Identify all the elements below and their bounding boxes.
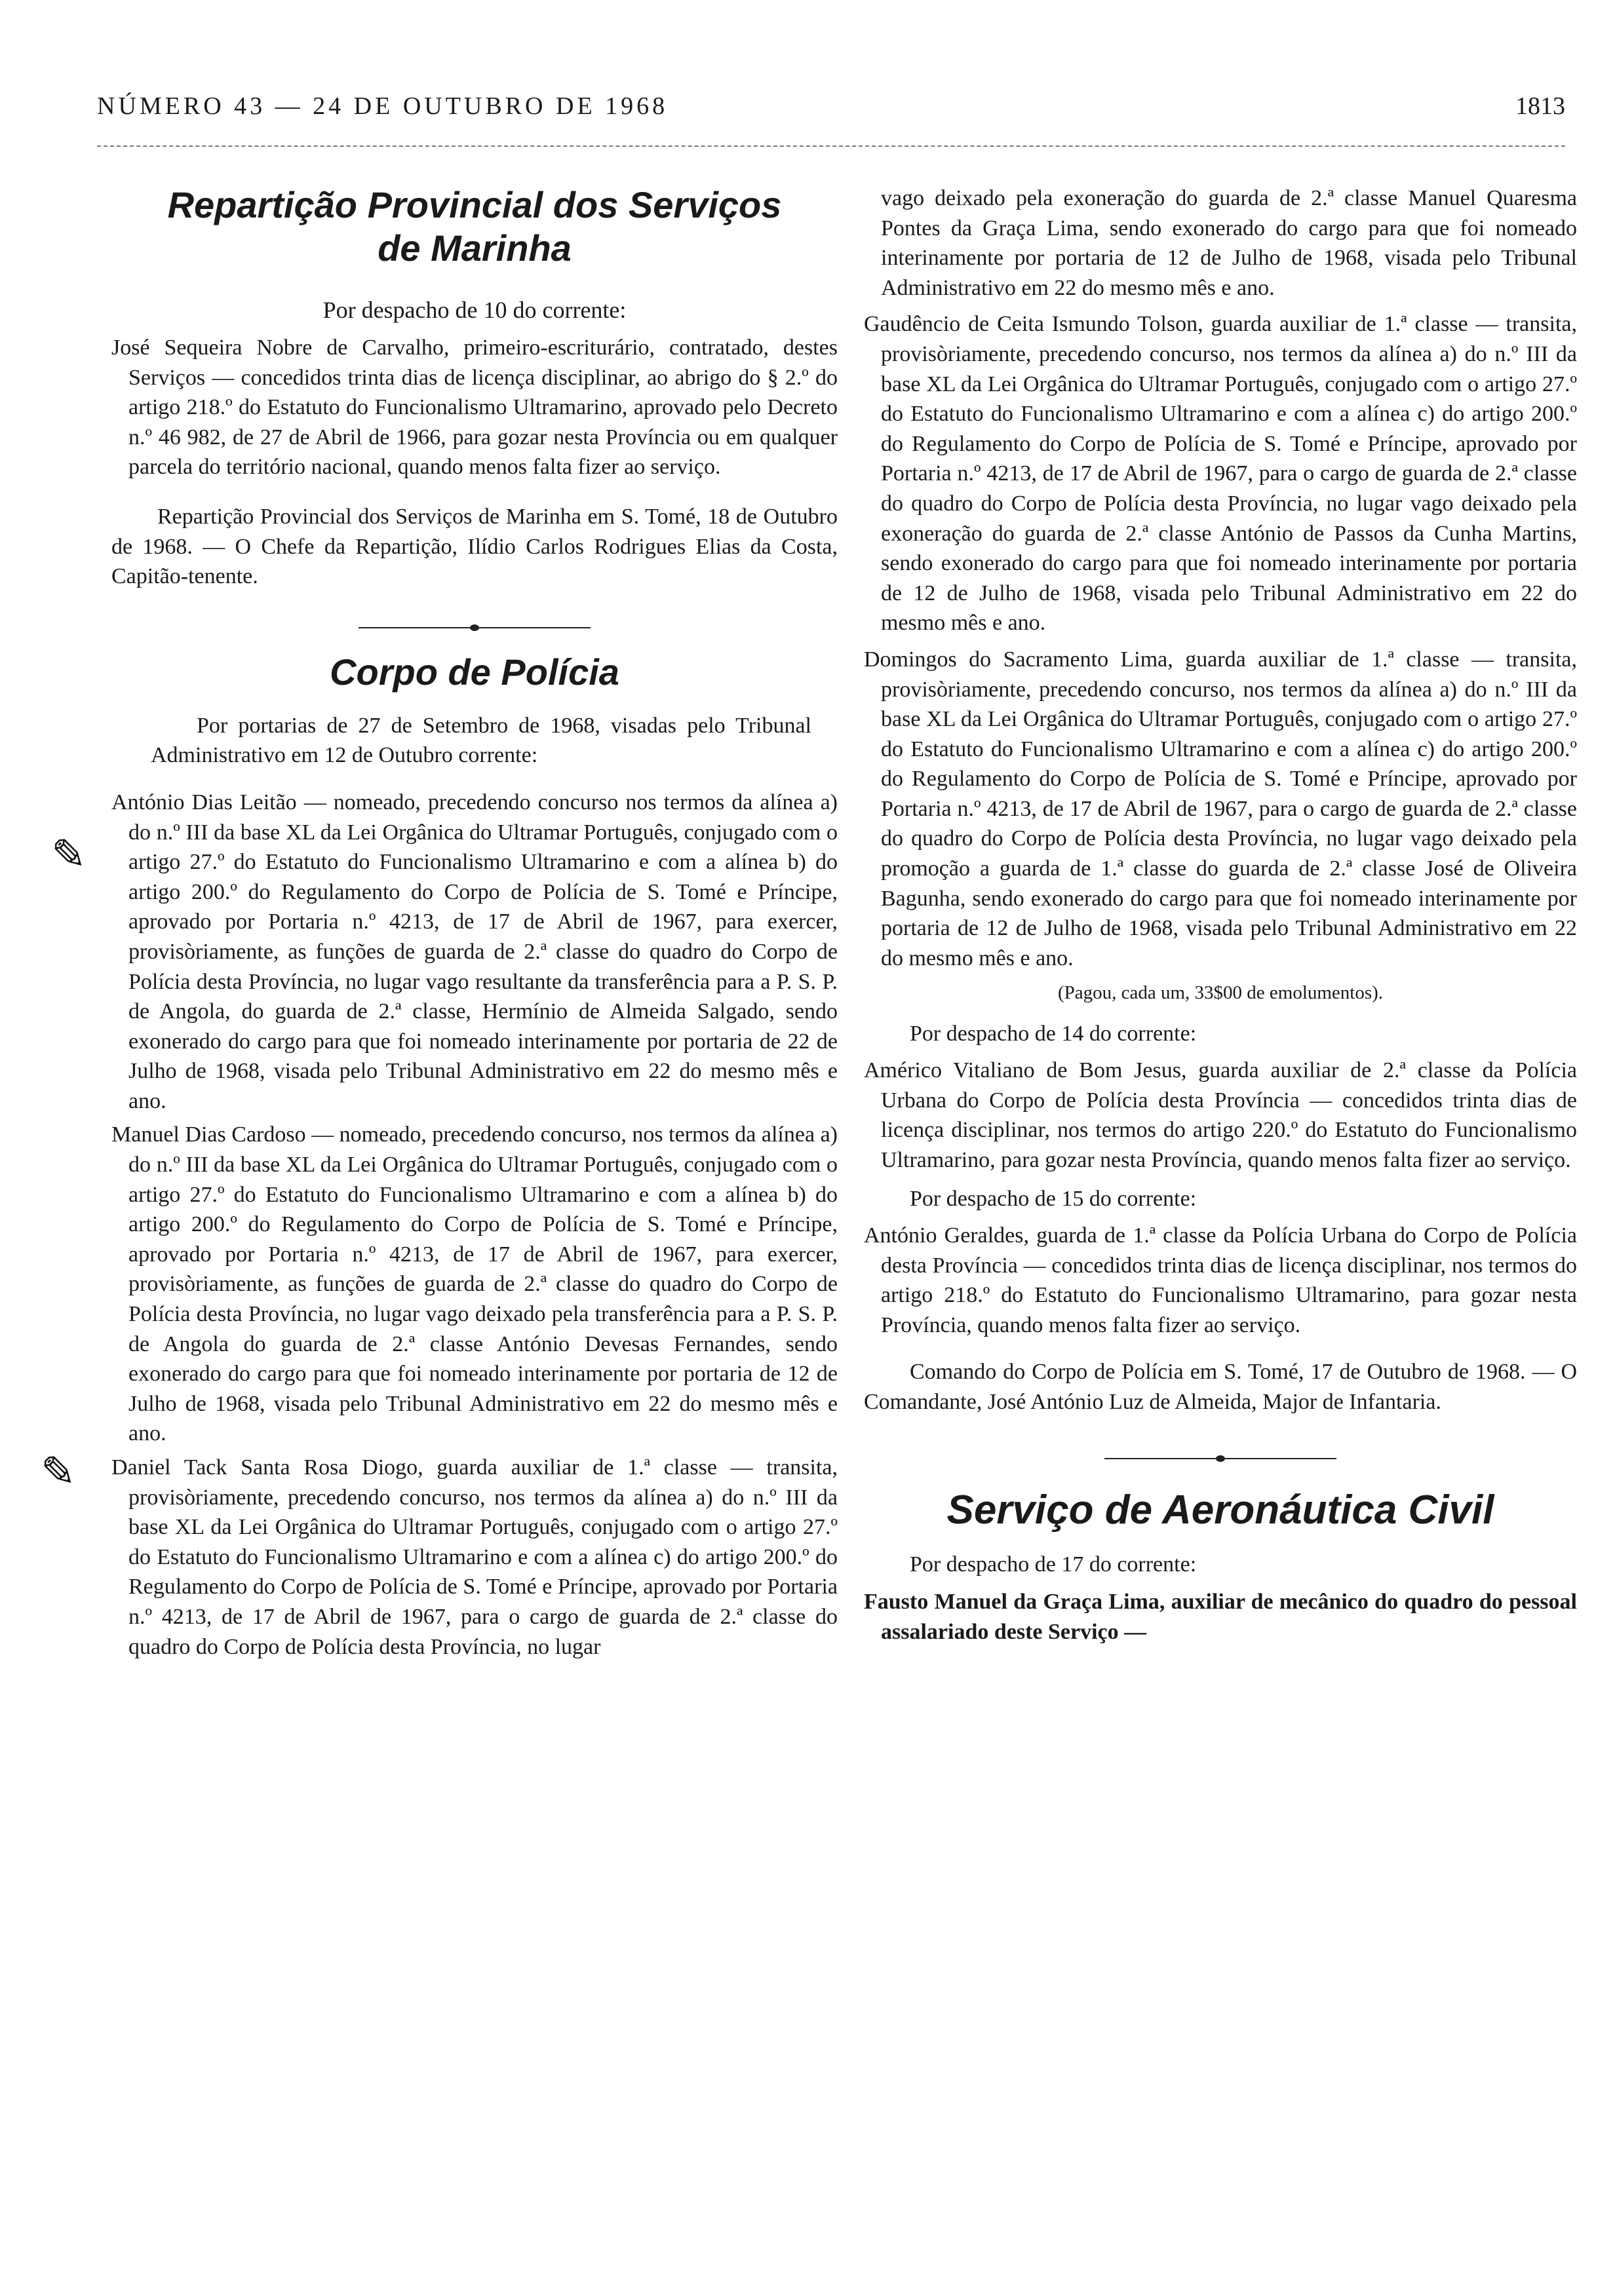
marinha-title-line2: de Marinha [378,227,572,269]
marinha-entry: José Sequeira Nobre de Carvalho, primeiro-escriturário, contratado, destes Serviços — concedidos trinta dias de licença disciplinar, ao abrigo do § 2.º do artigo 218.º do Estatuto do Funcionalismo Ultramarino, aprovado pelo Decreto n.º 46 982, de 27 de Abril de 1966, para gozar nesta Província ou em qualquer parcela do território nacional, quando menos falta fizer ao serviço. [111,335,838,480]
emolumentos-note: (Pagou, cada um, 33$00 de emolumentos). [1057,982,1384,1004]
aeronautica-despacho: Por despacho de 17 do corrente: [910,1552,1197,1577]
section-divider [111,624,838,631]
policia-entry: Domingos do Sacramento Lima, guarda auxiliar de 1.ª classe — transita, provisòriamente, precedendo concurso, nos termos da alínea a) do n.º III da base XL da Lei Orgânica do Ultramar Português, conjugado com o artigo 27.º do Estatuto do Funcionalismo Ultramarino e com a alínea c) do artigo 200.º do Regulamento do Corpo de Polícia de S. Tomé e Príncipe, aprovado por Portaria n.º 4213, de 17 de Abril de 1967, para o cargo de guarda de 2.ª classe do quadro do Corpo de Polícia desta Província, no lugar vago deixado pela promoção a guarda de 1.ª classe do guarda de 2.ª classe José de Oliveira Bagunha, sendo exonerado do cargo para que foi nomeado interinamente por portaria de 12 de Julho de 1968, visada pelo Tribunal Administrativo em 22 do mesmo mês e ano. [864,647,1577,970]
policia-signature: Comando do Corpo de Polícia em S. Tomé, 17 de Outubro de 1968. — O Comandante, José António Luz de Almeida, Major de Infantaria. [864,1360,1577,1414]
page-number: 1813 [1515,92,1565,120]
section-divider [864,1455,1577,1462]
margin-mark-icon: ✎ [51,831,87,879]
policia-intro: Por portarias de 27 de Setembro de 1968, visadas pelo Tribunal Administrativo em 12 de Outubro corrente: [151,713,811,768]
policia-entry: Manuel Dias Cardoso — nomeado, precedendo concurso, nos termos da alínea a) do n.º III da base XL da Lei Orgânica do Ultramar Português, conjugado com o artigo 27.º do Estatuto do Funcionalismo Ultramarino e com a alínea b) do artigo 200.º do Regulamento do Corpo de Polícia de S. Tomé e Príncipe, aprovado por Portaria n.º 4213, de 17 de Abril de 1967, para exercer, provisòriamente, as funções de guarda de 2.ª classe do quadro do Corpo de Polícia desta Província, no lugar vago deixado pela transferência para a P. S. P. de Angola do guarda de 2.ª classe António Devesas Fernandes, sendo exonerado do cargo para que foi nomeado interinamente por portaria de 12 de Julho de 1968, visada pelo Tribunal Administrativo em 22 do mesmo mês e ano. [111,1122,838,1446]
aeronautica-title: Serviço de Aeronáutica Civil [946,1487,1494,1533]
running-header [97,92,1565,131]
policia-entry: António Geraldes, guarda de 1.ª classe da Polícia Urbana do Corpo de Polícia desta Província — concedidos trinta dias de licença disciplinar, nos termos do artigo 218.º do Estatuto do Funcionalismo Ultramarino, para gozar nesta Província, quando menos falta fizer ao serviço. [864,1223,1577,1337]
policia-title: Corpo de Polícia [330,651,619,693]
margin-mark-icon: ✎ [41,1448,76,1497]
aeronautica-entry: Fausto Manuel da Graça Lima, auxiliar de mecânico do quadro do pessoal assalariado deste Serviço — [864,1590,1577,1644]
despacho-15: Por despacho de 15 do corrente: [910,1187,1197,1212]
marinha-title-line1: Repartição Provincial dos Serviços [167,184,782,225]
policia-entry: António Dias Leitão — nomeado, precedendo concurso nos termos da alínea a) do n.º III da base XL da Lei Orgânica do Ultramar Português, conjugado com o artigo 27.º do Estatuto do Funcionalismo Ultramarino e com a alínea b) do artigo 200.º do Regulamento do Corpo de Polícia de S. Tomé e Príncipe, aprovado por Portaria n.º 4213, de 17 de Abril de 1967, para exercer, provisòriamente, as funções de guarda de 2.ª classe do quadro do Corpo de Polícia desta Província, no lugar vago resultante da transferência para a P. S. P. de Angola, do guarda de 2.ª classe, Hermínio de Almeida Salgado, sendo exonerado do cargo para que foi nomeado interinamente por portaria de 22 de Julho de 1968, visada pelo Tribunal Administrativo em 22 do mesmo mês e ano. [111,790,838,1113]
policia-entry: Daniel Tack Santa Rosa Diogo, guarda auxiliar de 1.ª classe — transita, provisòriamente, precedendo concurso, nos termos da alínea a) do n.º III da base XL da Lei Orgânica do Ultramar Português, conjugado com o artigo 27.º do Estatuto do Funcionalismo Ultramarino e com a alínea c) do artigo 200.º do Regulamento do Corpo de Polícia de S. Tomé e Príncipe, aprovado por Portaria n.º 4213, de 17 de Abril de 1967, para o cargo de guarda de 2.ª classe do quadro do Corpo de Polícia desta Província, no lugar [111,1455,838,1659]
header-rule [97,145,1565,147]
despacho-14: Por despacho de 14 do corrente: [910,1022,1197,1046]
issue-date: NÚMERO 43 — 24 DE OUTUBRO DE 1968 [97,92,669,120]
policia-entry: Gaudêncio de Ceita Ismundo Tolson, guarda auxiliar de 1.ª classe — transita, provisòriamente, precedendo concurso, nos termos da alínea a) do n.º III da base XL da Lei Orgânica do Ultramar Português, conjugado com o artigo 27.º do Estatuto do Funcionalismo Ultramarino e com a alínea c) do artigo 200.º do Regulamento do Corpo de Polícia de S. Tomé e Príncipe, aprovado por Portaria n.º 4213, de 17 de Abril de 1967, para o cargo de guarda de 2.ª classe do quadro do Corpo de Polícia desta Província, no lugar vago deixado pela exoneração do guarda de 2.ª classe António de Passos da Cunha Martins, sendo exonerado do cargo para que foi nomeado interinamente por portaria de 12 de Julho de 1968, visada pelo Tribunal Administrativo em 22 do mesmo mês e ano. [864,312,1577,636]
policia-entry: Américo Vitaliano de Bom Jesus, guarda auxiliar de 2.ª classe da Polícia Urbana do Corpo de Polícia desta Província — concedidos trinta dias de licença disciplinar, nos termos do artigo 220.º do Estatuto do Funcionalismo Ultramarino, para gozar nesta Província, quando menos falta fizer ao serviço. [864,1058,1577,1172]
marinha-signature: Repartição Provincial dos Serviços de Marinha em S. Tomé, 18 de Outubro de 1968. — O Chefe da Repartição, Ilídio Carlos Rodrigues Elias da Costa, Capitão-tenente. [111,504,838,589]
left-column [111,183,838,1666]
policia-continuation: vago deixado pela exoneração do guarda de 2.ª classe Manuel Quaresma Pontes da Graça Lima, sendo exonerado do cargo para que foi nomeado interinamente por portaria de 12 de Julho de 1968, visada pelo Tribunal Administrativo em 22 do mesmo mês e ano. [881,186,1577,300]
right-column [864,183,1577,1651]
marinha-despacho: Por despacho de 10 do corrente: [322,297,627,323]
